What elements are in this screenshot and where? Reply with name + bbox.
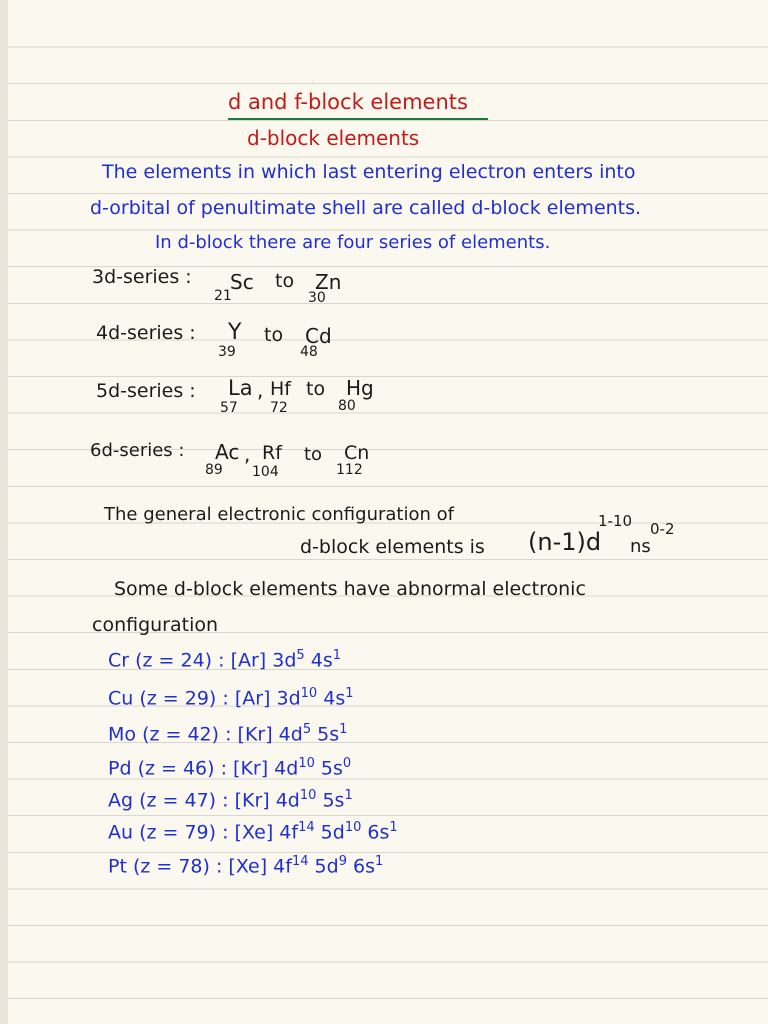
orbital-1: 4d [278,723,303,746]
orbital-2-electrons: 10 [344,820,362,835]
element-symbol: Cu [108,687,134,710]
title-underline [228,118,488,120]
orbital-1: 3d [272,649,297,672]
series-end-symbol: Cn [344,442,370,464]
general-formula-ns: ns [630,536,651,557]
config-row [108,854,383,877]
series-end-z: 48 [300,344,318,360]
orbital-1-electrons: 5 [296,648,305,663]
general-config-line-1: The general electronic configuration of [104,504,454,525]
page-edge [0,0,8,1024]
series-end-z: 80 [338,398,356,414]
orbital-2-electrons: 1 [344,788,353,803]
series-label: 4d-series : [96,322,196,344]
orbital-2-electrons: 1 [339,722,348,737]
orbital-3-electrons: 1 [389,820,398,835]
orbital-2-electrons: 0 [342,756,352,771]
orbital-1: 4d [275,789,300,812]
abnormal-line-2: configuration [92,614,219,636]
page-subtitle: d-block elements [247,126,420,150]
element-symbol: Mo [108,723,137,746]
atomic-number: (z = 79) [133,821,223,844]
series-label: 6d-series : [90,440,185,461]
general-formula: (n-1)d [528,528,602,556]
orbital-1-electrons: 14 [291,854,309,869]
core-configuration: : [Ar] [222,687,277,710]
orbital-1-electrons: 5 [302,722,312,737]
definition-line-2: d-orbital of penultimate shell are called d-block elements. [90,197,642,219]
orbital-2: 5s [311,723,340,746]
orbital-2: 4s [317,687,346,710]
series-to: to [264,324,284,346]
atomic-number: (z = 24) [129,649,219,672]
series-start-z: 39 [218,344,236,360]
config-row [108,648,341,671]
series-end-symbol: Cd [305,324,332,348]
series-start-z: 57 [220,400,238,416]
series-label: 3d-series : [92,266,192,288]
atomic-number: (z = 78) [126,855,216,878]
orbital-1-electrons: 10 [299,788,317,803]
config-row [108,788,353,811]
config-row [108,820,398,843]
orbital-1-electrons: 10 [298,756,315,771]
series-mid-symbol: Hf [270,378,291,400]
orbital-1-electrons: 10 [300,686,318,701]
orbital-2-electrons: 1 [345,686,354,701]
orbital-2-electrons: 1 [332,648,342,663]
atomic-number: (z = 47) [133,789,223,812]
config-row [108,686,354,709]
config-row [108,756,351,779]
orbital-1: 4d [274,757,299,780]
element-symbol: Ag [108,789,134,812]
element-symbol: Cr [108,649,130,672]
series-mid-z: 104 [252,464,279,480]
element-symbol: Au [108,821,134,844]
core-configuration: : [Xe] [222,821,280,844]
atomic-number: (z = 42) [136,723,226,746]
element-symbol: Pt [108,855,127,878]
orbital-2-electrons: 9 [338,854,347,869]
series-start-symbol: Y [228,320,242,345]
series-end-z: 30 [308,290,326,306]
element-symbol: Pd [108,757,132,780]
orbital-1: 4f [279,821,299,844]
series-mid-z: 72 [270,400,288,416]
notebook-page: d and f-block elements d-block elements The elements in which last entering electron enters into d-orbital of penultimate shell are called d-block elements. In d-block there are four series of elements. 3d-series : Sc 21 to Zn 30 4d-series : Y 39 to Cd 48 5d-series : La , 57 Hf 72 to Hg 80 6d-series : Ac , 89 Rf 104 to Cn 112 The general electronic configuration of d-block elements is (n-1)d 1-10 ns 0-2 Some d-block elements have abnormal electronic configuration Cr (z = 24) : [Ar] $3d^5$ $4s^1$ Cu (z = 29) : [Ar] $3d^{10}$ $4s^1$ Mo (z = 42) : [Kr] $4d^5$ $5s^1$ Pd (z = 46) : [Kr] $4d^{10}$ $5s^0$ Ag (z = 47) : [Kr] $4d^{10}$ $5s^1$ Au (z = 79) : [Xe] $4f^{14}$ $5d^{10}$ $6s^1$ Pt (z = 78) : [Xe] $4f^{14}$ $5d^9$ $6s^1$ [0,0,768,1024]
core-configuration: : [Kr] [225,723,279,746]
config-row [108,722,347,745]
series-label: 5d-series : [96,380,196,402]
series-start-symbol: Sc [230,270,254,294]
definition-line-3: In d-block there are four series of elements. [155,232,551,253]
orbital-1-electrons: 14 [298,820,315,835]
orbital-1: 4f [273,855,292,878]
series-start-symbol: La [228,376,253,400]
general-formula-d-sup: 1-10 [598,512,633,530]
atomic-number: (z = 46) [131,757,221,780]
orbital-3-electrons: 1 [375,854,384,869]
atomic-number: (z = 29) [133,687,223,710]
general-formula-ns-sup: 0-2 [650,520,675,538]
orbital-2: 5s [316,789,345,812]
series-to: to [304,444,323,465]
series-mid-symbol: Rf [262,442,282,464]
orbital-2: 4s [304,649,333,672]
general-config-line-2: d-block elements is [300,536,485,558]
series-end-symbol: Hg [346,376,374,400]
series-end-z: 112 [336,462,363,478]
core-configuration: : [Kr] [222,789,276,812]
orbital-1: 3d [276,687,301,710]
core-configuration: : [Xe] [215,855,274,878]
definition-line-1: The elements in which last entering electron enters into [102,161,636,183]
series-start-z: 89 [205,462,223,478]
core-configuration: : [Ar] [218,649,273,672]
orbital-2: 5d [308,855,339,878]
series-start-z: 21 [214,288,232,304]
page-title: d and f-block elements [228,90,468,114]
series-to: to [306,378,326,400]
orbital-2: 5d [314,821,345,844]
orbital-2: 5s [314,757,343,780]
orbital-3: 6s [346,855,375,878]
series-to: to [275,270,295,292]
abnormal-line-1: Some d-block elements have abnormal electronic [114,578,586,600]
series-start-symbol: Ac [215,440,240,464]
series-end-symbol: Zn [315,270,342,294]
core-configuration: : [Kr] [220,757,275,780]
orbital-3: 6s [361,821,390,844]
